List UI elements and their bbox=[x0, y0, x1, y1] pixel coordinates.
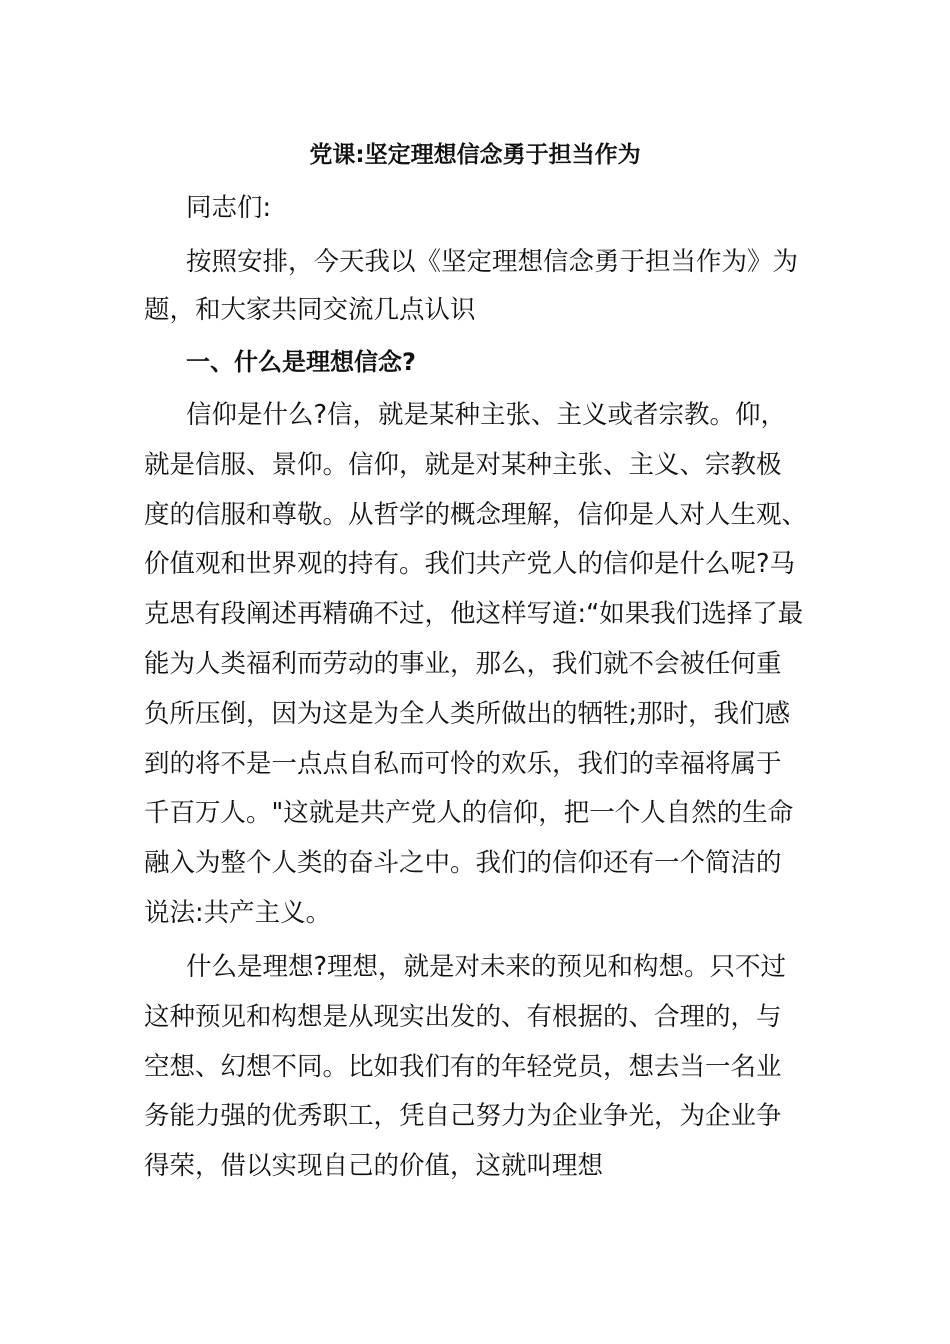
paragraph-line: 务能力强的优秀职工，凭自己努力为企业争光，为企业争 bbox=[144, 1101, 782, 1132]
document-title: 党课:坚定理想信念勇于担当作为 bbox=[309, 142, 641, 168]
paragraph-line: 千百万人。"这就是共产党人的信仰，把一个人自然的生命 bbox=[144, 798, 794, 829]
paragraph-line: 空想、幻想不同。比如我们有的年轻党员，想去当一名业 bbox=[144, 1051, 782, 1082]
intro-line: 按照安排，今天我以《坚定理想信念勇于担当作为》为 bbox=[186, 247, 799, 277]
intro-line: 题，和大家共同交流几点认识 bbox=[144, 295, 476, 325]
paragraph-line: 得荣，借以实现自己的价值，这就叫理想 bbox=[144, 1151, 604, 1182]
paragraph-line: 融入为整个人类的奋斗之中。我们的信仰还有一个简洁的 bbox=[144, 848, 782, 879]
paragraph-line: 说法:共产主义。 bbox=[144, 898, 332, 928]
paragraph-line: 负所压倒，因为这是为全人类所做出的牺牲;那时，我们感 bbox=[144, 698, 791, 729]
paragraph-line: 就是信服、景仰。信仰，就是对某种主张、主义、宗教极 bbox=[144, 449, 782, 480]
paragraph-line: 克思有段阐述再精确不过，他这样写道:“如果我们选择了最 bbox=[144, 599, 804, 630]
section-heading: 一、什么是理想信念? bbox=[186, 348, 416, 376]
paragraph-line: 能为人类福利而劳动的事业，那么，我们就不会被任何重 bbox=[144, 649, 782, 679]
paragraph-line: 到的将不是一点点自私而可怜的欢乐，我们的幸福将属于 bbox=[144, 748, 782, 779]
paragraph-line: 信仰是什么?信，就是某种主张、主义或者宗教。仰， bbox=[186, 400, 787, 430]
salutation: 同志们: bbox=[186, 193, 272, 223]
paragraph-line: 这种预见和构想是从现实出发的、有根据的、合理的，与 bbox=[144, 1001, 782, 1032]
paragraph-line: 度的信服和尊敬。从哲学的概念理解，信仰是人对人生观、 bbox=[144, 499, 808, 530]
paragraph-line: 价值观和世界观的持有。我们共产党人的信仰是什么呢?马 bbox=[144, 549, 796, 580]
paragraph-line: 什么是理想?理想，就是对未来的预见和构想。只不过 bbox=[186, 952, 787, 982]
